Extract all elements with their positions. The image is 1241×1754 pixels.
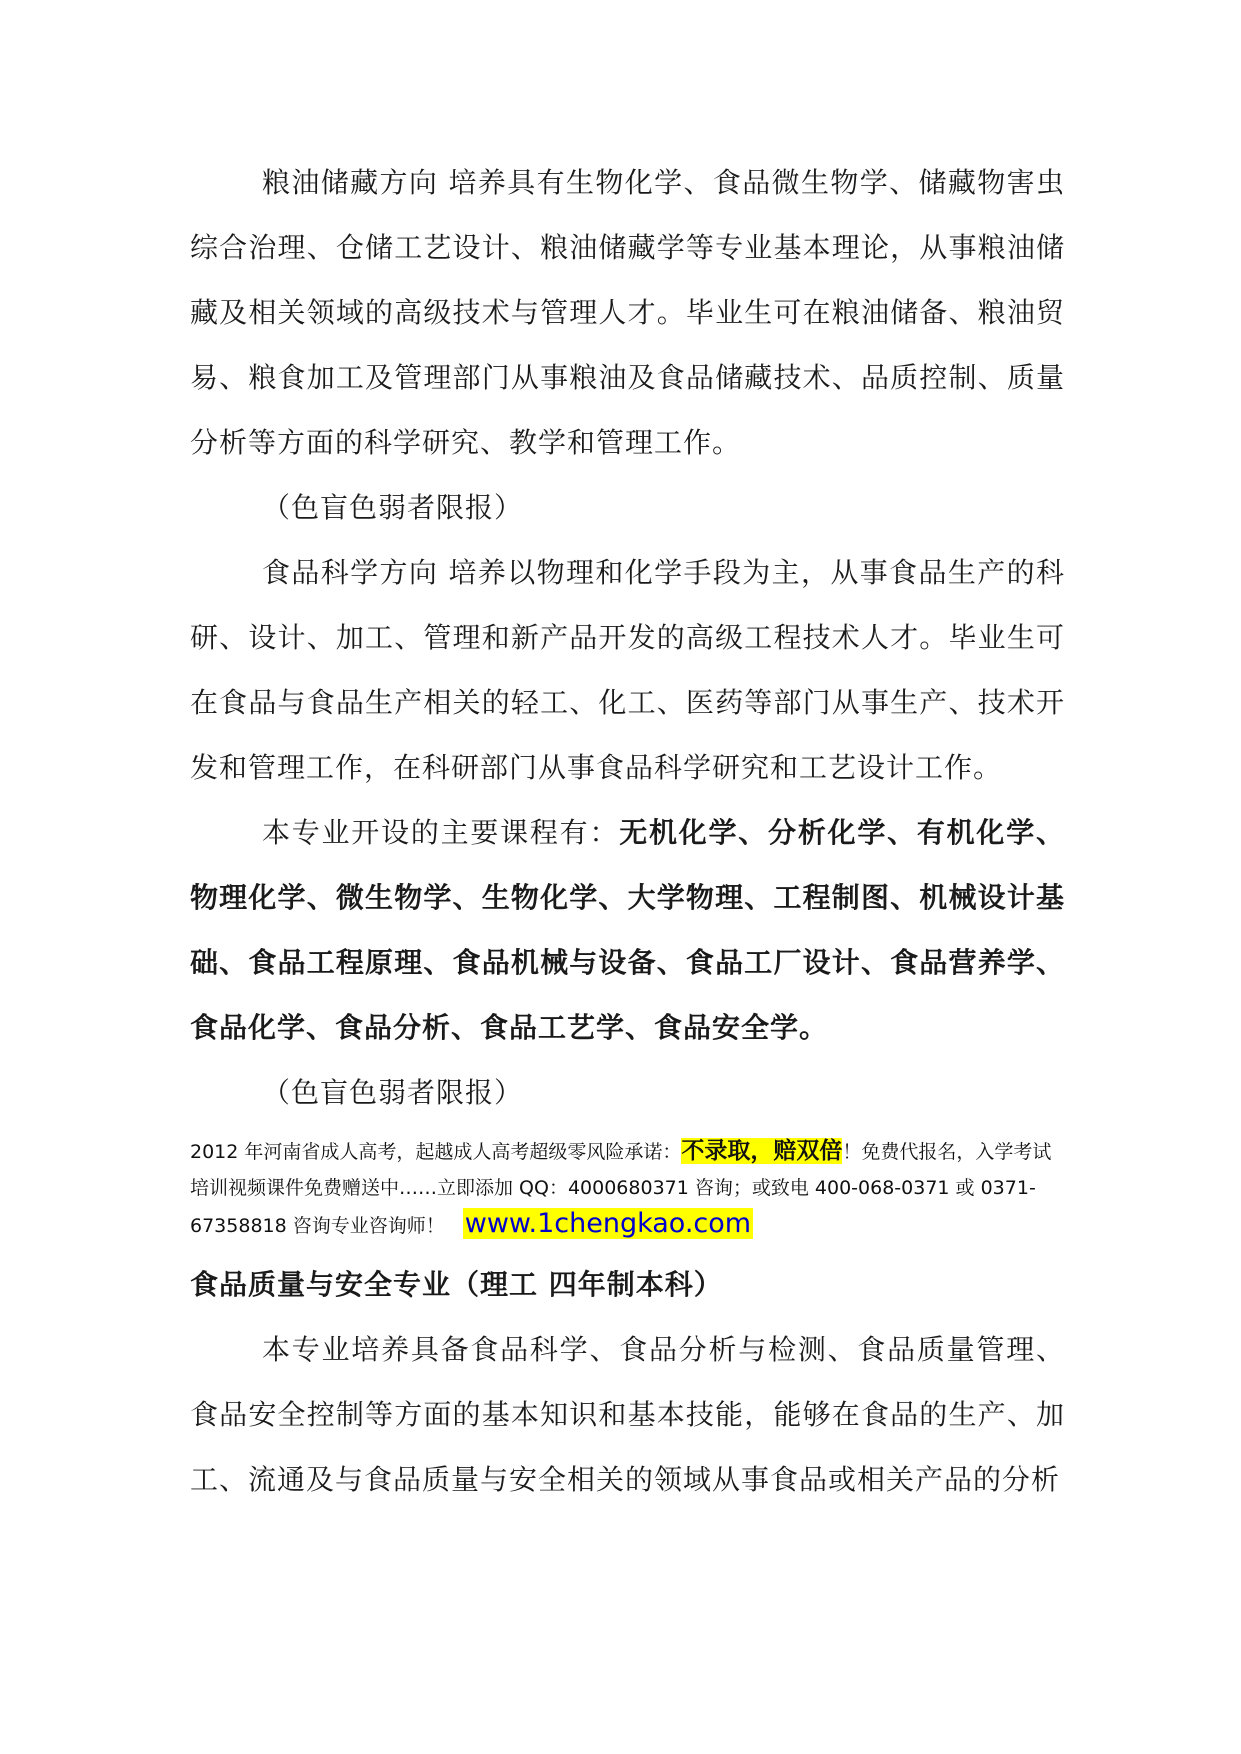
paragraph-courses [190, 800, 1065, 1060]
section-heading: 食品质量与安全专业（理工 四年制本科） [190, 1268, 723, 1301]
note-colorblind-1: （色盲色弱者限报） [262, 491, 524, 524]
note-colorblind-2: （色盲色弱者限报） [262, 1076, 524, 1109]
website-link[interactable]: www.1chengkao.com [464, 1208, 752, 1239]
paragraph-food-quality: 本专业培养具备食品科学、食品分析与检测、食品质量管理、食品安全控制等方面的基本知识和基本技能，能够在食品的生产、加工、流通及与食品质量与安全相关的领域从事食品或相关产品的分析 [190, 1333, 1065, 1496]
ad-highlight: 不录取，赔双倍 [681, 1138, 843, 1164]
ad-text-2: ！免费代报名，入学考试培训视频课件免费赠送中……立即添加 QQ：4000680371 咨询；或致电 400-068-0371 或 0371-67358818 咨询专业咨询师！ [190, 1141, 1052, 1237]
document-page [190, 150, 1065, 1512]
courses-intro: 本专业开设的主要课程有： [262, 816, 620, 849]
courses-list: 无机化学、分析化学、有机化学、物理化学、微生物学、生物化学、大学物理、工程制图、机械设计基础、食品工程原理、食品机械与设备、食品工厂设计、食品营养学、食品化学、食品分析、食品工艺学、食品安全学。 [190, 816, 1065, 1044]
advertisement [190, 1133, 1065, 1244]
ad-text-1: 2012 年河南省成人高考，起越成人高考超级零风险承诺： [190, 1141, 682, 1163]
paragraph-food-science: 食品科学方向 培养以物理和化学手段为主，从事食品生产的科研、设计、加工、管理和新产品开发的高级工程技术人才。毕业生可在食品与食品生产相关的轻工、化工、医药等部门从事生产、技术开发和管理工作，在科研部门从事食品科学研究和工艺设计工作。 [190, 556, 1065, 784]
paragraph-grain-storage: 粮油储藏方向 培养具有生物化学、食品微生物学、储藏物害虫综合治理、仓储工艺设计、粮油储藏学等专业基本理论，从事粮油储藏及相关领域的高级技术与管理人才。毕业生可在粮油储备、粮油贸易、粮食加工及管理部门从事粮油及食品储藏技术、品质控制、质量分析等方面的科学研究、教学和管理工作。 [190, 166, 1065, 459]
